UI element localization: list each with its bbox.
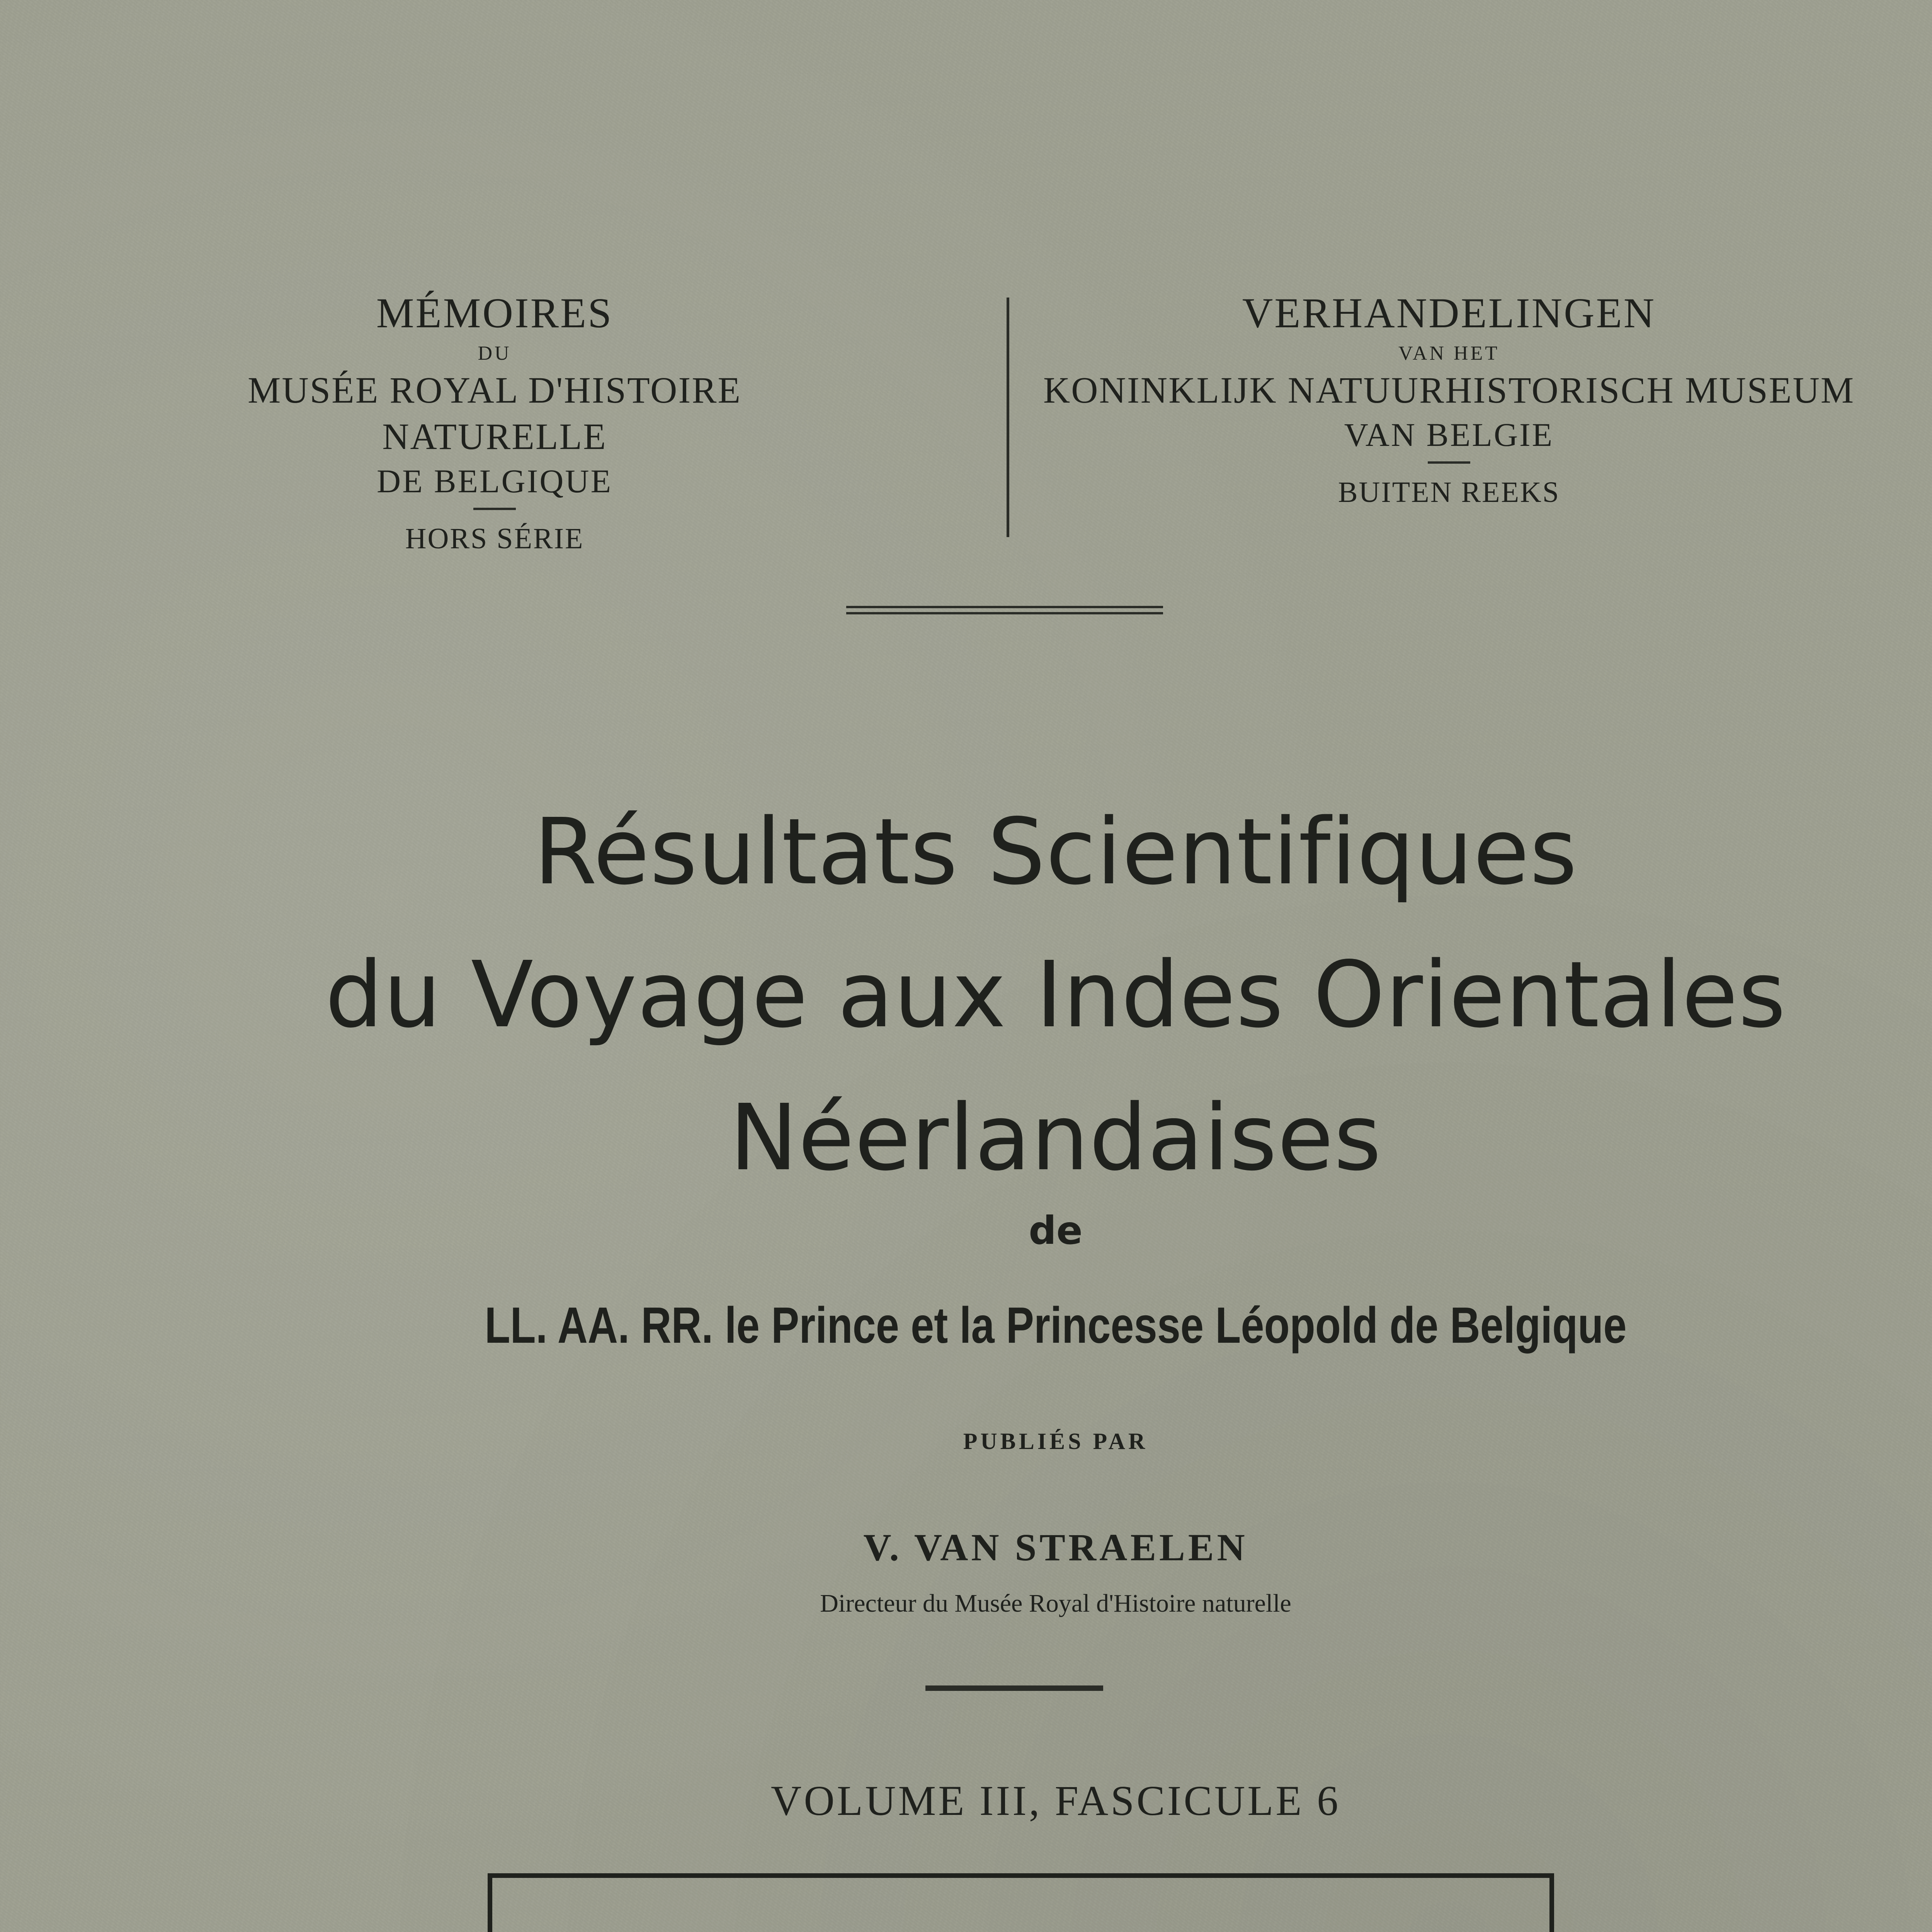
series-type-fr: HORS SÉRIE xyxy=(405,522,584,555)
publisher-name: V. VAN STRAELEN xyxy=(863,1526,1248,1569)
title-line-1: Résultats Scientifiques xyxy=(534,799,1578,905)
published-by-label: PUBLIÉS PAR xyxy=(963,1429,1148,1454)
header-right-column xyxy=(1036,286,1862,512)
main-title xyxy=(0,781,1932,1209)
header-right-dash xyxy=(1428,461,1470,464)
series-van-het: VAN HET xyxy=(1398,342,1500,364)
institution-nl: KONINKLIJK NATUURHISTORISCH MUSEUM xyxy=(1043,369,1855,411)
country-fr: DE BELGIQUE xyxy=(376,463,613,500)
title-de: de xyxy=(1029,1208,1083,1253)
series-title-nl: VERHANDELINGEN xyxy=(1242,289,1656,337)
series-du: DU xyxy=(478,342,512,364)
header-left-dash xyxy=(473,508,516,510)
country-nl: VAN BELGIE xyxy=(1344,416,1554,453)
title-line-2: du Voyage aux Indes Orientales xyxy=(325,942,1786,1048)
series-type-nl: BUITEN REEKS xyxy=(1338,476,1560,509)
series-title-fr: MÉMOIRES xyxy=(376,289,613,337)
publisher-rule xyxy=(925,1685,1103,1691)
article-box xyxy=(488,1873,1554,1932)
double-rule-bottom xyxy=(846,612,1163,614)
volume-fascicule: VOLUME III, FASCICULE 6 xyxy=(770,1777,1341,1824)
title-line-3: Néerlandaises xyxy=(730,1085,1382,1191)
institution-fr: MUSÉE ROYAL D'HISTOIRE NATURELLE xyxy=(248,369,742,457)
double-rule-top xyxy=(846,606,1163,608)
header-left-column xyxy=(147,286,842,558)
header-divider xyxy=(1007,298,1009,537)
patrons-line: LL. AA. RR. le Prince et la Princesse Léopold de Belgique xyxy=(485,1297,1627,1354)
article-title xyxy=(492,1930,1549,1932)
publisher-role: Directeur du Musée Royal d'Histoire naturelle xyxy=(820,1589,1291,1617)
